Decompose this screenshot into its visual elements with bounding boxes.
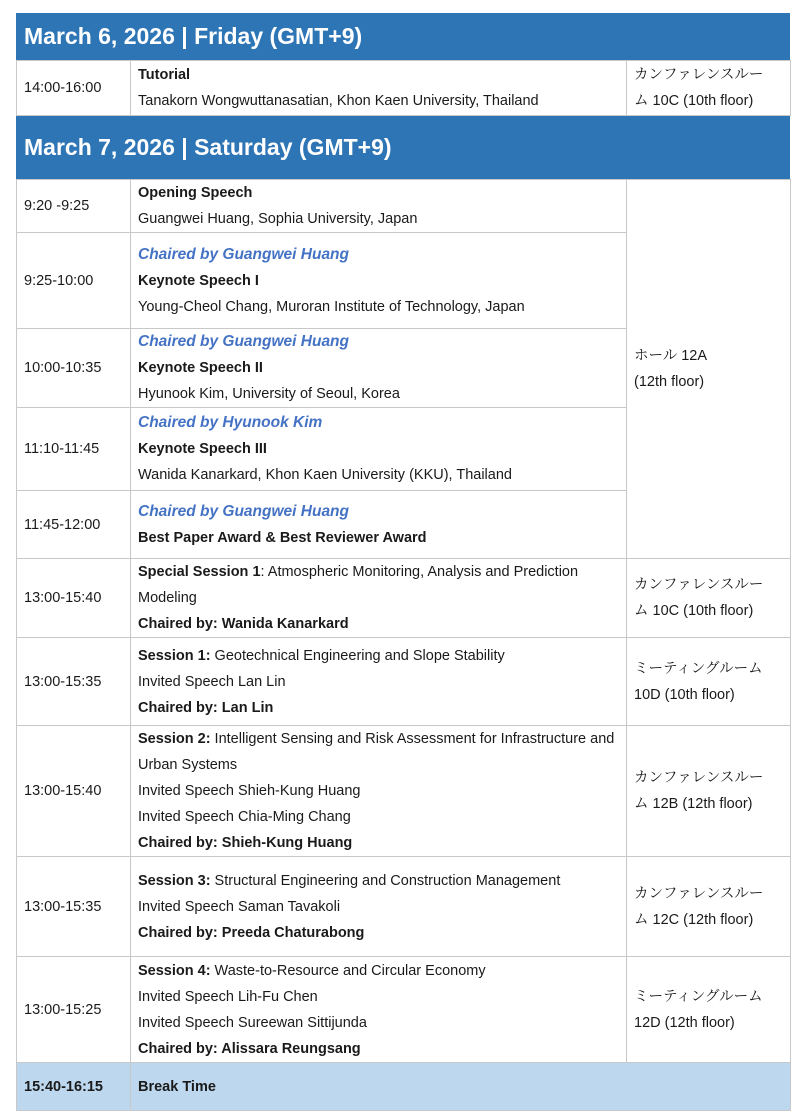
schedule-table-day2	[16, 179, 791, 1111]
description-cell	[131, 957, 627, 1063]
room-line: ム 10C (10th floor)	[634, 603, 754, 619]
time-cell: 9:25-10:00	[17, 233, 131, 329]
speaker-line: Hyunook Kim, University of Seoul, Korea	[138, 386, 400, 402]
session-heading	[138, 868, 619, 894]
chair-line: Chaired by: Preeda Chaturabong	[138, 924, 365, 941]
chair-line: Chaired by: Lan Lin	[138, 699, 274, 716]
time-cell: 13:00-15:40	[17, 559, 131, 638]
session-topic: : Atmospheric Monitoring, Analysis and Prediction Modeling	[138, 564, 579, 606]
day-title: March 6, 2026 | Friday (GMT+9)	[24, 23, 363, 49]
day-title: March 7, 2026 | Saturday (GMT+9)	[24, 134, 392, 160]
invited-speech: Invited Speech Lan Lin	[138, 673, 286, 690]
description-cell	[131, 726, 627, 857]
session-topic: Structural Engineering and Construction Management	[210, 872, 561, 889]
room-line: ム 12C (12th floor)	[634, 911, 754, 928]
table-row	[17, 857, 791, 957]
description-cell	[131, 857, 627, 957]
chair-line: Chaired by Guangwei Huang	[138, 333, 349, 350]
table-row	[17, 61, 791, 116]
time-cell: 13:00-15:35	[17, 857, 131, 957]
room-line: ミーティングルーム	[634, 660, 763, 677]
time-cell: 13:00-15:40	[17, 726, 131, 857]
room-cell	[627, 957, 791, 1063]
chair-line: Chaired by: Wanida Kanarkard	[138, 616, 349, 632]
description-cell	[131, 329, 627, 408]
room-line: カンファレンスルー	[634, 577, 764, 593]
session-heading	[138, 726, 619, 778]
description-cell	[131, 233, 627, 329]
break-row	[17, 1063, 791, 1111]
session-title: Keynote Speech III	[138, 441, 267, 457]
break-label: Break Time	[131, 1063, 791, 1111]
description-cell	[131, 559, 627, 638]
table-row	[17, 559, 791, 638]
time-cell: 15:40-16:15	[17, 1063, 131, 1111]
room-line: 12D (12th floor)	[634, 1014, 735, 1031]
speaker-line: Tanakorn Wongwuttanasatian, Khon Kaen University, Thailand	[138, 93, 539, 109]
chair-line: Chaired by Guangwei Huang	[138, 502, 349, 520]
session-heading	[138, 643, 619, 669]
session-title: Opening Speech	[138, 185, 253, 201]
session-title: Tutorial	[138, 67, 191, 83]
room-line: (12th floor)	[634, 374, 705, 390]
schedule-table-day1	[16, 60, 791, 116]
day-header-march-7	[16, 116, 790, 179]
room-cell-merged	[627, 180, 791, 559]
table-row	[17, 726, 791, 857]
room-cell	[627, 638, 791, 726]
invited-speech: Invited Speech Lih-Fu Chen	[138, 988, 318, 1005]
session-label: Session 2:	[138, 731, 211, 747]
room-cell	[627, 857, 791, 957]
invited-speech: Invited Speech Chia-Ming Chang	[138, 809, 351, 825]
room-line: カンファレンスルー	[634, 885, 764, 902]
session-label: Session 1:	[138, 647, 211, 664]
session-label: Session 4:	[138, 962, 211, 979]
description-cell	[131, 180, 627, 233]
room-line: カンファレンスルー	[634, 67, 764, 83]
time-cell: 13:00-15:35	[17, 638, 131, 726]
schedule-page	[16, 13, 790, 1111]
room-line: 10D (10th floor)	[634, 686, 735, 703]
session-topic: Geotechnical Engineering and Slope Stability	[210, 647, 505, 664]
room-cell	[627, 559, 791, 638]
chair-line: Chaired by Hyunook Kim	[138, 414, 323, 431]
session-label: Session 3:	[138, 872, 211, 889]
time-cell: 11:10-11:45	[17, 408, 131, 491]
time-cell: 13:00-15:25	[17, 957, 131, 1063]
session-heading	[138, 559, 619, 611]
invited-speech: Invited Speech Saman Tavakoli	[138, 898, 341, 915]
invited-speech: Invited Speech Sureewan Sittijunda	[138, 1014, 367, 1031]
speaker-line: Young-Cheol Chang, Muroran Institute of Technology, Japan	[138, 298, 525, 315]
time-cell: 9:20 -9:25	[17, 180, 131, 233]
description-cell	[131, 408, 627, 491]
chair-line: Chaired by: Shieh-Kung Huang	[138, 835, 353, 851]
description-cell	[131, 638, 627, 726]
day-header-march-6	[16, 13, 790, 60]
session-topic: Waste-to-Resource and Circular Economy	[210, 962, 486, 979]
room-cell	[627, 61, 791, 116]
table-row	[17, 638, 791, 726]
room-line: ミーティングルーム	[634, 988, 763, 1005]
session-label: Special Session 1	[138, 564, 261, 580]
speaker-line: Guangwei Huang, Sophia University, Japan	[138, 211, 418, 227]
time-cell: 11:45-12:00	[17, 491, 131, 559]
invited-speech: Invited Speech Shieh-Kung Huang	[138, 783, 361, 799]
session-title: Keynote Speech I	[138, 272, 259, 289]
room-cell	[627, 726, 791, 857]
description-cell	[131, 491, 627, 559]
speaker-line: Wanida Kanarkard, Khon Kaen University (KKU), Thailand	[138, 467, 512, 483]
time-cell: 10:00-10:35	[17, 329, 131, 408]
table-row	[17, 180, 791, 233]
room-line: ホール 12A	[634, 348, 708, 364]
table-row	[17, 957, 791, 1063]
session-title: Best Paper Award & Best Reviewer Award	[138, 529, 427, 546]
room-line: ム 10C (10th floor)	[634, 93, 754, 109]
chair-line: Chaired by Guangwei Huang	[138, 245, 349, 263]
session-heading	[138, 958, 619, 984]
description-cell	[131, 61, 627, 116]
time-cell: 14:00-16:00	[17, 61, 131, 116]
session-topic: Intelligent Sensing and Risk Assessment for Infrastructure and Urban Systems	[138, 731, 615, 773]
room-line: ム 12B (12th floor)	[634, 796, 753, 812]
room-line: カンファレンスルー	[634, 770, 764, 786]
session-title: Keynote Speech II	[138, 360, 263, 376]
chair-line: Chaired by: Alissara Reungsang	[138, 1040, 361, 1057]
